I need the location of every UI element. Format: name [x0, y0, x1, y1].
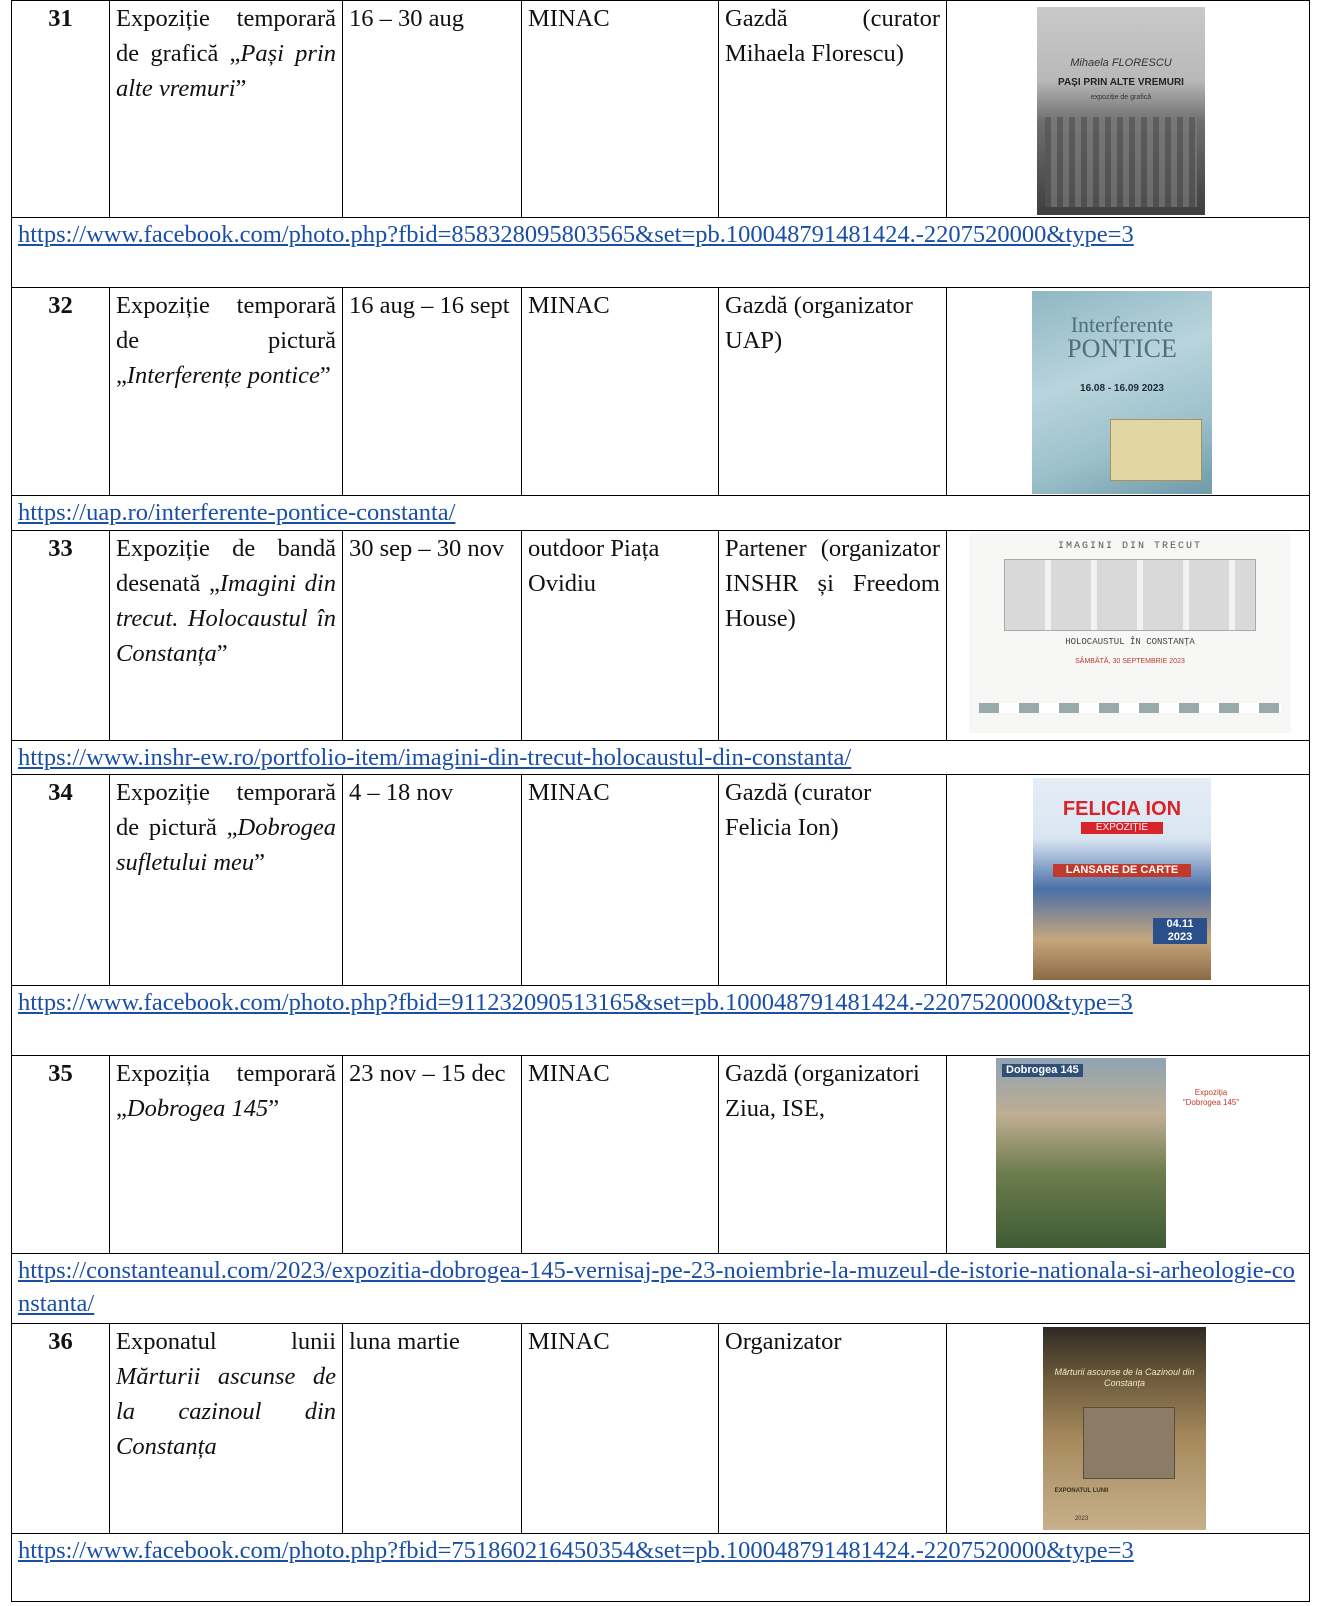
event-date: 23 nov – 15 dec	[343, 1056, 522, 1254]
event-location: outdoor Piața Ovidiu	[522, 531, 719, 741]
event-role: Organizator	[719, 1324, 947, 1534]
event-role: Gazdă (curator Felicia Ion)	[719, 775, 947, 986]
link-row	[12, 1534, 1310, 1602]
link-row	[12, 741, 1310, 775]
event-location: MINAC	[522, 775, 719, 986]
poster-title: Mărturii ascunse de la Cazinoul din Constanța	[1054, 1367, 1195, 1388]
event-role: Gazdă (organizator UAP)	[719, 288, 947, 496]
event-poster-cell	[947, 775, 1310, 986]
event-link[interactable]: https://www.facebook.com/photo.php?fbid=751860216450354&set=pb.100048791481424.-2207520000&type=3	[18, 1537, 1134, 1564]
event-date: 4 – 18 nov	[343, 775, 522, 986]
event-role: Gazdă (organizatori Ziua, ISE,	[719, 1056, 947, 1254]
poster-label: Expoziția	[1194, 1088, 1228, 1097]
poster-subtitle: expoziție de grafică	[1090, 94, 1152, 101]
poster-artist: Mihaela FLORESCU	[1070, 57, 1172, 69]
events-table	[11, 0, 1310, 1602]
event-poster-image	[1037, 7, 1205, 215]
event-row	[12, 1056, 1310, 1254]
event-date: luna martie	[343, 1324, 522, 1534]
poster-title: PAȘI PRIN ALTE VREMURI	[1058, 77, 1184, 88]
poster-title: IMAGINI DIN TRECUT	[1057, 541, 1203, 552]
event-link[interactable]: https://constanteanul.com/2023/expozitia-dobrogea-145-vernisaj-pe-23-noiembrie-la-muzeul-de-istorie-nationala-si-arheologie-constanta/	[18, 1257, 1295, 1317]
event-date: 16 aug – 16 sept	[343, 288, 522, 496]
event-poster-image	[1043, 1327, 1206, 1530]
poster-title: Interferente	[1070, 312, 1174, 337]
event-row	[12, 775, 1310, 986]
event-poster-image	[969, 533, 1291, 733]
event-poster-cell	[947, 1056, 1310, 1254]
event-poster-cell	[947, 288, 1310, 496]
link-row	[12, 496, 1310, 531]
link-row	[12, 218, 1310, 288]
event-number: 32	[12, 288, 110, 496]
event-poster-cell	[947, 531, 1310, 741]
event-role: Partener (organizator INSHR și Freedom House)	[719, 531, 947, 741]
event-location: MINAC	[522, 1, 719, 218]
event-poster-image	[1032, 291, 1212, 494]
event-number: 35	[12, 1056, 110, 1254]
event-poster-cell	[947, 1324, 1310, 1534]
link-row	[12, 986, 1310, 1056]
event-location: MINAC	[522, 288, 719, 496]
event-location: MINAC	[522, 1056, 719, 1254]
event-number: 33	[12, 531, 110, 741]
poster-date: SÂMBĂTĂ, 30 SEPTEMBRIE 2023	[1075, 658, 1185, 665]
event-row	[12, 1324, 1310, 1534]
poster-subtitle: PONTICE	[1067, 334, 1177, 363]
event-number: 34	[12, 775, 110, 986]
event-row	[12, 288, 1310, 496]
event-poster-image	[1033, 778, 1211, 980]
event-date: 30 sep – 30 nov	[343, 531, 522, 741]
event-link[interactable]: https://www.facebook.com/photo.php?fbid=911232090513165&set=pb.100048791481424.-2207520000&type=3	[18, 989, 1133, 1016]
event-link[interactable]: https://www.inshr-ew.ro/portfolio-item/imagini-din-trecut-holocaustul-din-constanta/	[18, 744, 852, 771]
poster-label: EXPOZIȚIE	[1081, 822, 1163, 834]
poster-year: 2023	[1074, 1516, 1089, 1522]
poster-title: Dobrogea 145	[1002, 1064, 1083, 1077]
event-link[interactable]: https://www.facebook.com/photo.php?fbid=858328095803565&set=pb.100048791481424.-2207520000&type=3	[18, 221, 1134, 248]
poster-subtitle: HOLOCAUSTUL ÎN CONSTANȚA	[1065, 637, 1195, 647]
poster-launch: LANSARE DE CARTE	[1053, 864, 1191, 877]
poster-dates: 16.08 - 16.09 2023	[1080, 383, 1164, 394]
poster-date: 04.11 2023	[1153, 918, 1207, 944]
event-role: Gazdă (curator Mihaela Florescu)	[719, 1, 947, 218]
poster-subtitle: "Dobrogea 145"	[1182, 1098, 1240, 1107]
link-row	[12, 1254, 1310, 1324]
event-title: Expoziție temporară de pictură „Dobrogea sufletului meu”	[110, 775, 343, 986]
event-poster-image	[996, 1058, 1252, 1248]
event-row	[12, 531, 1310, 741]
event-title: Expoziție de bandă desenată „Imagini din trecut. Holocaustul în Constanța”	[110, 531, 343, 741]
event-number: 31	[12, 1, 110, 218]
poster-artist: FELICIA ION	[1062, 798, 1182, 820]
event-date: 16 – 30 aug	[343, 1, 522, 218]
event-row	[12, 1, 1310, 218]
event-title: Exponatul lunii Mărturii ascunse de la cazinoul din Constanța	[110, 1324, 343, 1534]
poster-badge: EXPONATUL LUNII	[1054, 1488, 1109, 1494]
event-title: Expoziție temporară de grafică „Pași prin alte vremuri”	[110, 1, 343, 218]
event-location: MINAC	[522, 1324, 719, 1534]
event-title: Expoziția temporară „Dobrogea 145”	[110, 1056, 343, 1254]
event-number: 36	[12, 1324, 110, 1534]
event-title: Expoziție temporară de pictură „Interferențe pontice”	[110, 288, 343, 496]
event-link[interactable]: https://uap.ro/interferente-pontice-constanta/	[18, 499, 456, 526]
event-poster-cell	[947, 1, 1310, 218]
